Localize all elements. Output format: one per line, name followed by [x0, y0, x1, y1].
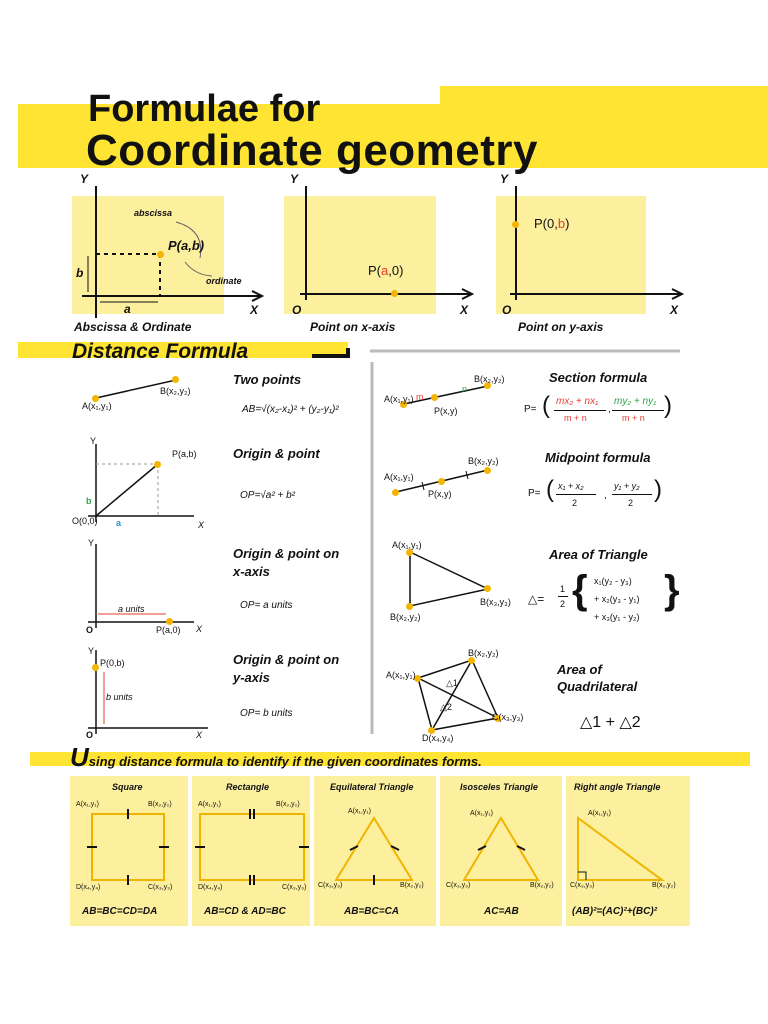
origin-x-x: X [196, 624, 203, 634]
quad-formula: △1 + △2 [580, 714, 641, 731]
midpoint-num1: x₁ + x₂ [558, 481, 584, 491]
origin-y-title2: y-axis [233, 670, 270, 685]
panel1-y-label: Y [80, 172, 89, 186]
section-num2: my₂ + ny₁ [614, 396, 657, 407]
origin-x-units: a units [118, 604, 145, 614]
right-angle-c: C(x₃,y₃) [570, 882, 595, 889]
isosceles-b: B(x₂,y₂) [530, 882, 554, 889]
quad-d: D(x₄,y₄) [422, 733, 454, 743]
origin-y-y: Y [88, 646, 95, 656]
rectangle-d: D(x₄,y₄) [198, 884, 223, 891]
midpoint-p: P(x,y) [428, 489, 452, 499]
triangle-open-brace: { [572, 568, 588, 612]
origin-point-y: Y [90, 436, 97, 446]
panel3-caption: Point on y-axis [518, 320, 604, 334]
triangle-term1: x₁(y₂ - y₃) [594, 576, 632, 586]
triangle-title: Area of Triangle [549, 547, 648, 562]
triangle-half-num: 1 [560, 584, 566, 594]
square-a: A(x₁,y₁) [76, 801, 99, 808]
triangle-term2: + x₂(y₃ - y₁) [594, 594, 640, 604]
quad-a: A(x₁,y₁) [386, 670, 416, 680]
panel1-caption: Abscissa & Ordinate [74, 320, 192, 334]
section-b: B(x₂,y₂) [474, 374, 505, 384]
tri-c: B(x₃,y₃) [480, 597, 511, 607]
origin-y-x: X [196, 730, 203, 740]
origin-x-formula: OP= a units [240, 600, 293, 611]
section-n: n [462, 384, 468, 394]
section-comma: , [608, 404, 611, 415]
right-angle-b: B(x₂,y₂) [652, 882, 676, 889]
square-d: D(x₄,y₄) [76, 884, 101, 891]
rectangle-c: C(x₃,y₃) [282, 884, 307, 891]
midpoint-den2: 2 [628, 498, 634, 508]
quad-title1: Area of [557, 662, 602, 677]
midpoint-lhs: P= [528, 488, 541, 499]
panel2-caption: Point on x-axis [310, 320, 396, 334]
origin-point-p: P(a,b) [172, 449, 197, 459]
panel3-point-b: b [557, 216, 566, 231]
panel2-point-pre: P( [368, 263, 381, 278]
origin-x-o: O [86, 625, 94, 635]
midpoint-close-paren: ) [654, 476, 662, 503]
origin-x-title1: Origin & point on [233, 546, 340, 561]
two-points-a: A(x₁,y₁) [82, 401, 112, 411]
origin-point-x: X [198, 520, 205, 530]
triangle-lhs: △= [528, 592, 545, 606]
square-b: B(x₂,y₂) [148, 801, 172, 808]
section-open-paren: ( [542, 392, 550, 419]
quad-delta1: △1 [446, 678, 458, 688]
midpoint-b: B(x₂,y₂) [468, 456, 499, 466]
origin-point-a: a [116, 518, 122, 528]
panel3-y-label: Y [500, 172, 509, 186]
panel3-origin: O [502, 303, 512, 317]
panel1-b-label: b [76, 266, 84, 280]
triangle-close-brace: } [664, 568, 680, 612]
right-angle-rule: (AB)²=(AC)²+(BC)² [572, 906, 657, 917]
equilateral-c: C(x₃,y₃) [318, 882, 343, 889]
rectangle-b: B(x₂,y₂) [276, 801, 300, 808]
triangle-term3: + x₃(y₁ - y₂) [594, 612, 640, 622]
isosceles-a: A(x₁,y₁) [470, 810, 493, 817]
section-num1: mx₂ + nx₁ [556, 396, 599, 407]
panel2-x-label: X [460, 303, 469, 317]
bottom-heading-rest: sing distance formula to identify if the given coordinates forms. [88, 754, 482, 769]
quad-title2: Quadrilateral [557, 679, 638, 694]
origin-y-o: O [86, 730, 94, 740]
isosceles-c: C(x₃,y₃) [446, 882, 471, 889]
panel2-origin: O [292, 303, 302, 317]
section-lhs: P= [524, 404, 537, 415]
quad-delta2: △2 [440, 702, 452, 712]
origin-point-formula: OP=√a² + b² [240, 490, 295, 501]
card-rectangle-title: Rectangle [226, 782, 270, 792]
bottom-heading-cap: U [70, 742, 89, 772]
tri-b: B(x₂,y₂) [390, 612, 421, 622]
origin-y-formula: OP= b units [240, 708, 293, 719]
quad-c: C(x₃,y₃) [492, 712, 524, 722]
right-angle-a: A(x₁,y₁) [588, 810, 611, 817]
panel1-abscissa-label: abscissa [134, 208, 173, 218]
midpoint-comma: , [604, 490, 607, 501]
origin-point-title: Origin & point [233, 446, 320, 461]
panel2-y-label: Y [290, 172, 299, 186]
midpoint-open-paren: ( [546, 476, 554, 503]
midpoint-num2: y₁ + y₂ [614, 481, 640, 491]
origin-y-title1: Origin & point on [233, 652, 340, 667]
origin-x-y: Y [88, 538, 95, 548]
equilateral-a: A(x₁,y₁) [348, 808, 371, 815]
title-line2: Coordinate geometry [86, 126, 539, 175]
square-c: C(x₃,y₃) [148, 884, 173, 891]
rectangle-rule: AB=CD & AD=BC [204, 906, 286, 917]
midpoint-den1: 2 [572, 498, 578, 508]
panel3-point-post: ) [565, 216, 570, 231]
triangle-half-den: 2 [560, 599, 566, 609]
midpoint-a: A(x₁,y₁) [384, 472, 414, 482]
section-den1: m + n [564, 413, 587, 423]
origin-y-units: b units [106, 692, 133, 702]
tri-a: A(x₁,y₁) [392, 540, 422, 550]
quad-b: B(x₂,y₂) [468, 648, 499, 658]
panel2-point-a: a [381, 263, 389, 278]
two-points-title: Two points [233, 372, 302, 387]
two-points-b: B(x₂,y₂) [160, 386, 191, 396]
equilateral-b: B(x₂,y₂) [400, 882, 424, 889]
section-p: P(x,y) [434, 406, 458, 416]
origin-y-p: P(0,b) [100, 658, 125, 668]
two-points-formula: AB=√(x₂-x₁)² + (y₂-y₁)² [242, 404, 339, 415]
equilateral-rule: AB=BC=CA [344, 906, 400, 917]
section-close-paren: ) [664, 392, 672, 419]
panel2-point-post: ,0) [388, 263, 404, 278]
section-title: Section formula [549, 370, 648, 385]
panel3-point-pre: P(0, [534, 216, 558, 231]
card-equilateral-title: Equilateral Triangle [330, 782, 414, 792]
card-isosceles-title: Isosceles Triangle [460, 782, 538, 792]
card-right-angle-title: Right angle Triangle [574, 782, 661, 792]
square-rule: AB=BC=CD=DA [82, 906, 158, 917]
origin-x-title2: x-axis [233, 564, 270, 579]
card-square-title: Square [112, 782, 143, 792]
isosceles-rule: AC=AB [484, 906, 519, 917]
section-a: A(x₁,y₁) [384, 394, 414, 404]
distance-heading: Distance Formula [72, 340, 249, 363]
section-m: m [416, 392, 424, 402]
origin-point-o: O(0,0) [72, 516, 98, 526]
panel1-a-label: a [124, 302, 131, 316]
origin-x-p: P(a,0) [156, 625, 181, 635]
midpoint-title: Midpoint formula [545, 450, 651, 465]
panel1-ordinate-label: ordinate [206, 276, 242, 286]
title-line1: Formulae for [88, 88, 321, 130]
panel3-x-label: X [670, 303, 679, 317]
panel1-point-label: P(a,b) [168, 238, 205, 253]
section-den2: m + n [622, 413, 645, 423]
origin-point-b: b [86, 496, 92, 506]
rectangle-a: A(x₁,y₁) [198, 801, 221, 808]
panel1-x-label: X [250, 303, 259, 317]
